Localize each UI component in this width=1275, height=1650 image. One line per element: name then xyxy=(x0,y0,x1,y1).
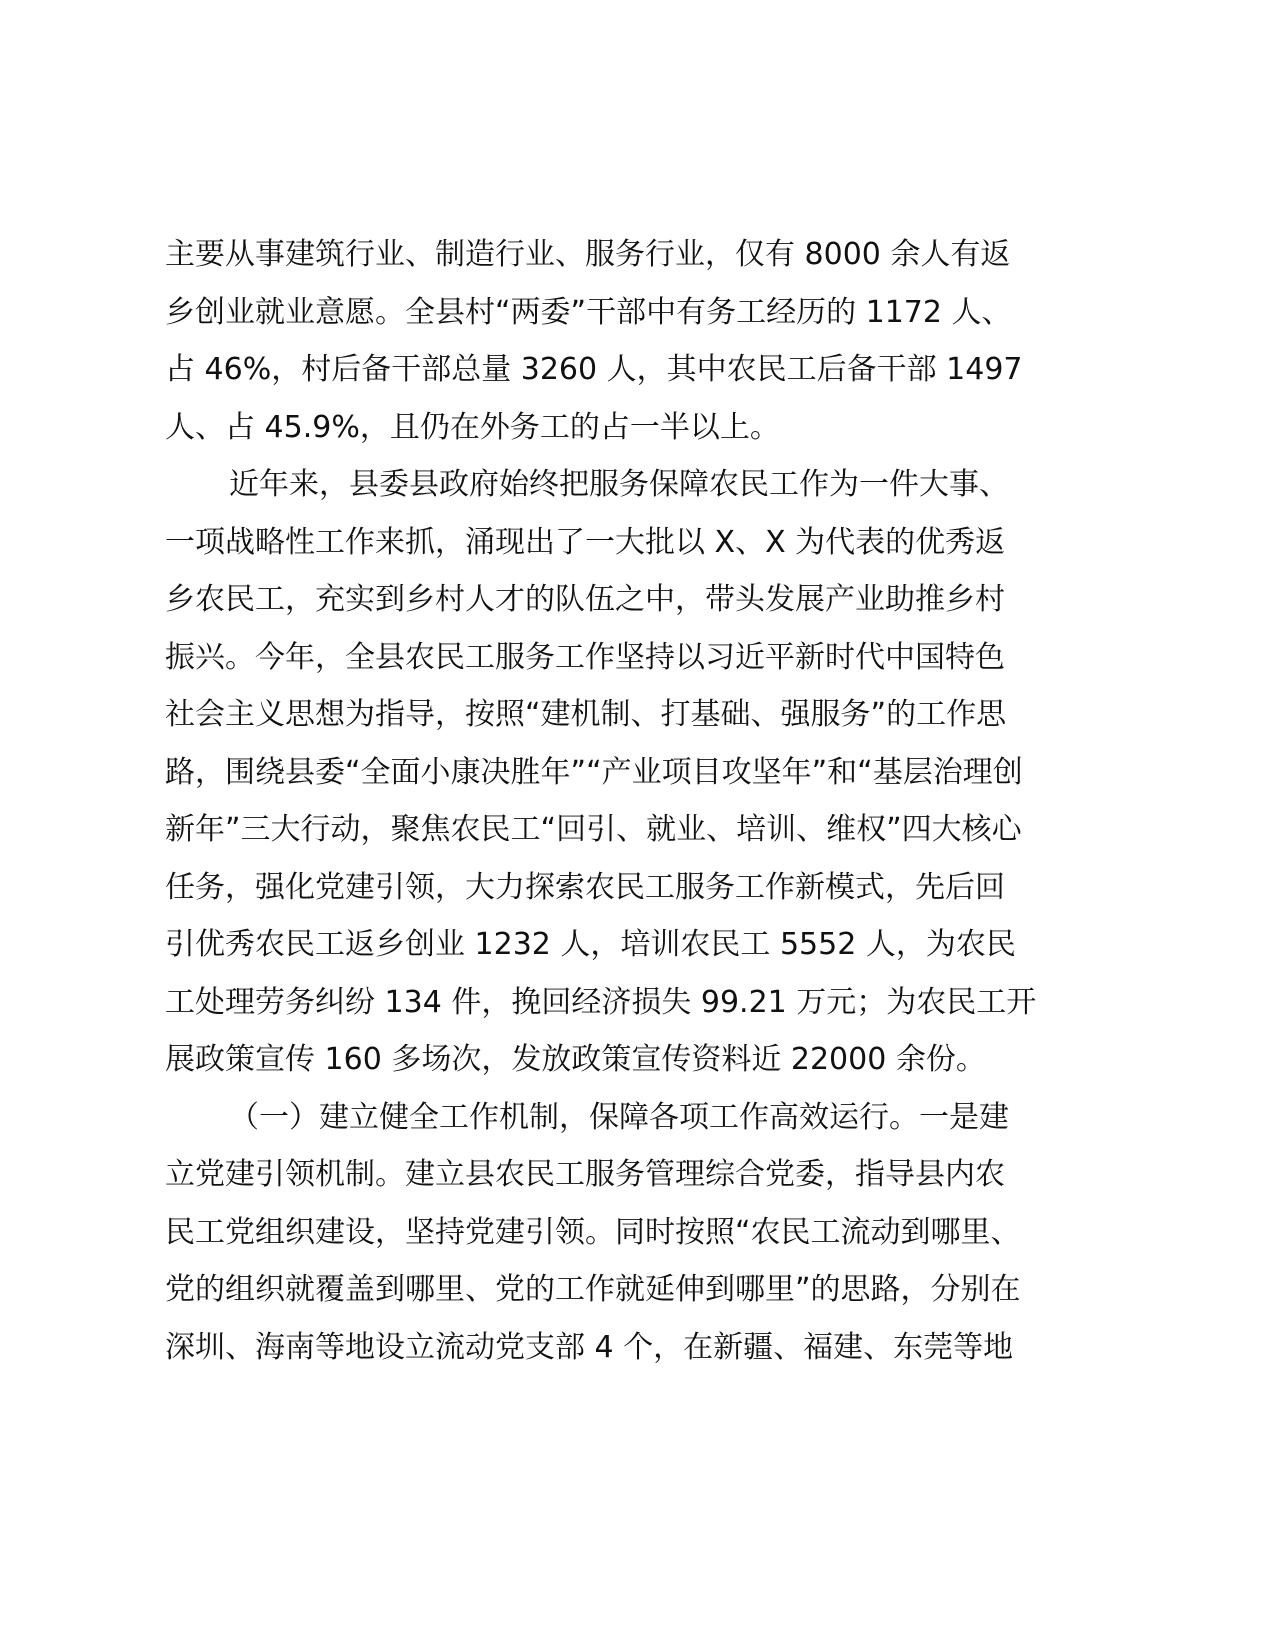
text-line: 民工党组织建设，坚持党建引领。同时按照“农民工流动到哪里、 xyxy=(165,1214,1021,1250)
text-line: 乡农民工，充实到乡村人才的队伍之中，带头发展产业助推乡村 xyxy=(165,582,1005,617)
text-line: 引优秀农民工返乡创业 1232 人，培训农民工 5552 人，为农民 xyxy=(165,927,1016,962)
text-line: 新年”三大行动，聚焦农民工“回引、就业、培训、维权”四大核心 xyxy=(165,812,1022,847)
text-line: 任务，强化党建引领，大力探索农民工服务工作新模式，先后回 xyxy=(165,869,1005,905)
text-line: 乡创业就业意愿。全县村“两委”干部中有务工经历的 1172 人、 xyxy=(165,294,1012,330)
text-line: 展政策宣传 160 多场次，发放政策宣传资料近 22000 余份。 xyxy=(165,1042,986,1077)
text-line: 路，围绕县委“全面小康决胜年”“产业项目攻坚年”和“基层治理创 xyxy=(165,754,1023,790)
text-line: 振兴。今年，全县农民工服务工作坚持以习近平新时代中国特色 xyxy=(165,639,1005,675)
text-line: 主要从事建筑行业、制造行业、服务行业，仅有 8000 余人有返 xyxy=(165,237,1011,272)
text-line: 一项战略性工作来抓，涌现出了一大批以 X、X 为代表的优秀返 xyxy=(165,524,1006,560)
section-heading-line: （一）建立健全工作机制，保障各项工作高效运行。一是建 xyxy=(229,1099,1009,1135)
text-line: 深圳、海南等地设立流动党支部 4 个，在新疆、福建、东莞等地 xyxy=(165,1329,1014,1365)
text-line: 党的组织就覆盖到哪里、党的工作就延伸到哪里”的思路，分别在 xyxy=(165,1272,1021,1307)
text-line: 立党建引领机制。建立县农民工服务管理综合党委，指导县内农 xyxy=(165,1157,1005,1192)
body-text xyxy=(165,226,1120,1376)
text-line: 人、占 45.9%，且仍在外务工的占一半以上。 xyxy=(165,409,780,445)
text-line: 社会主义思想为指导，按照“建机制、打基础、强服务”的工作思 xyxy=(165,697,1007,732)
paragraph-first-line: 近年来，县委县政府始终把服务保障农民工作为一件大事、 xyxy=(229,467,1009,502)
text-line: 占 46%，村后备干部总量 3260 人，其中农民工后备干部 1497 xyxy=(165,352,1023,387)
text-line: 工处理劳务纠纷 134 件，挽回经济损失 99.21 万元；为农民工开 xyxy=(165,984,1037,1020)
